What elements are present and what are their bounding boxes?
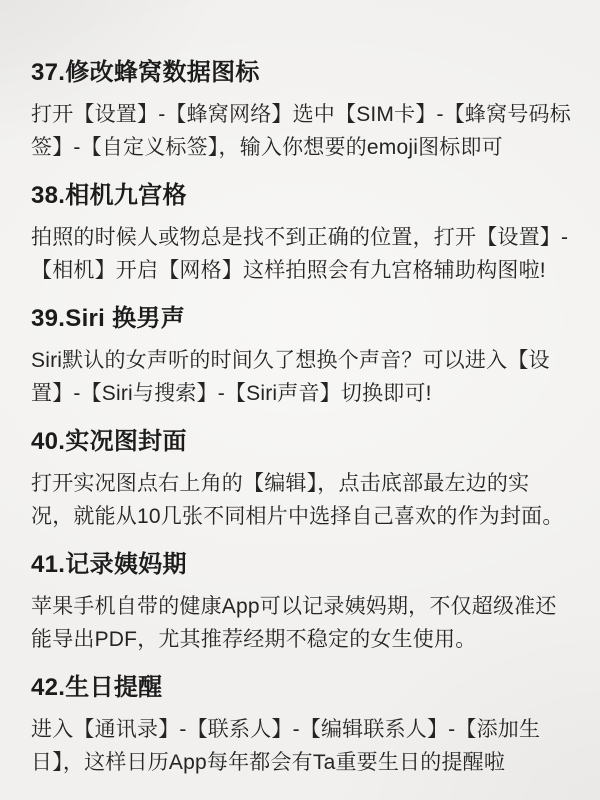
tip-body: 打开实况图点右上角的【编辑】，点击底部最左边的实况，就能从10几张不同相片中选择自己喜欢的作为封面。 [31, 472, 564, 528]
tip-body: 进入【通讯录】-【联系人】-【编辑联系人】-【添加生日】，这样日历App每年都会有Ta重要生日的提醒啦 [31, 718, 541, 774]
tip-section-37 [31, 58, 571, 164]
tip-title: 41.记录姨妈期 [31, 551, 187, 578]
tip-section-38 [31, 181, 571, 287]
tip-body: 拍照的时候人或物总是找不到正确的位置，打开【设置】-【相机】开启【网格】这样拍照会有九宫格辅助构图啦! [31, 226, 569, 282]
tip-body: 苹果手机自带的健康App可以记录姨妈期，不仅超级准还能导出PDF，尤其推荐经期不稳定的女生使用。 [31, 595, 557, 651]
tip-title: 38.相机九宫格 [31, 182, 187, 209]
tip-title: 39.Siri 换男声 [31, 305, 186, 332]
tip-body: 打开【设置】-【蜂窝网络】选中【SIM卡】-【蜂窝号码标签】-【自定义标签】，输入你想要的emoji图标即可 [31, 103, 571, 159]
tip-section-42 [31, 673, 571, 779]
tip-title: 37.修改蜂窝数据图标 [31, 59, 260, 86]
tip-title: 42.生日提醒 [31, 674, 163, 701]
tip-title: 40.实况图封面 [31, 428, 187, 455]
tip-section-41 [31, 550, 571, 656]
tip-section-40 [31, 427, 571, 533]
tip-body: Siri默认的女声听的时间久了想换个声音？可以进入【设置】-【Siri与搜索】-【Siri声音】切换即可! [31, 349, 550, 405]
tip-section-39 [31, 304, 571, 410]
